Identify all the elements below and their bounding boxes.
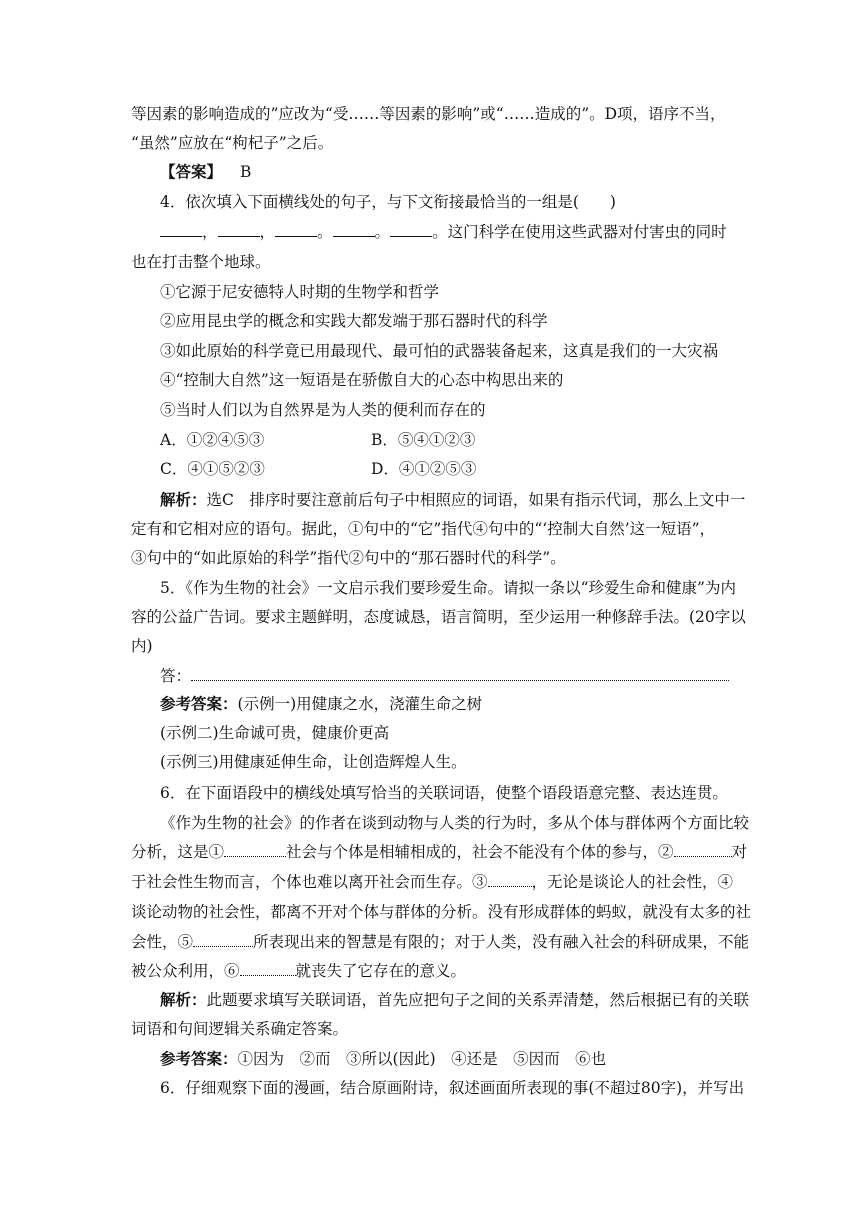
q4-option-c: C．④①⑤②③ xyxy=(160,460,265,478)
q6-paragraph-line-1: 《作为生物的社会》的作者在谈到动物与人类的行为时，多从个体与群体两个方面比较 xyxy=(160,814,750,832)
q5-reference-2: (示例二)生命诚可贵，健康价更高 xyxy=(160,724,390,742)
q4-stem: 4．依次填入下面横线处的句子，与下文衔接最恰当的一组是( ) xyxy=(160,193,616,211)
q6-paragraph-line-6: 被公众利用，⑥ 就丧失了它存在的意义。 xyxy=(131,962,467,980)
dotted-blank-1 xyxy=(224,842,286,857)
q4-analysis-line-3: ③句中的“如此原始的科学”指代②句中的“那石器时代的科学”。 xyxy=(131,549,566,567)
blank-5 xyxy=(390,222,432,237)
answer-label: 【答案】 xyxy=(160,162,223,181)
q4-passage-line-1: ， ， 。 。 。这门科学在使用这些武器对付害虫的同时 xyxy=(160,222,760,244)
analysis-label: 解析： xyxy=(160,490,207,509)
q4-analysis-line-1: 解析：选C 排序时要注意前后句子中相照应的词语，如果有指示代词，那么上文中一 xyxy=(160,490,746,509)
q6-paragraph-line-5: 会性，⑤ 所表现出来的智慧是有限的；对于人类，没有融入社会的科研成果，不能 xyxy=(131,933,750,951)
q3-explanation-line-2: “虽然”应放在“枸杞子”之后。 xyxy=(131,134,334,152)
q4-item-3: ③如此原始的科学竟已用最现代、最可怕的武器装备起来，这真是我们的一大灾祸 xyxy=(160,342,719,360)
q5-reference-1: 参考答案：(示例一)用健康之水，浇灌生命之树 xyxy=(160,694,483,713)
dotted-blank-6 xyxy=(240,961,296,976)
blank-3 xyxy=(275,222,317,237)
q6-analysis-line-2: 词语和句间逻辑关系确定答案。 xyxy=(131,1020,349,1038)
q6-analysis-line-1: 解析：此题要求填写关联词语，首先应把句子之间的关系弄清楚，然后根据已有的关联 xyxy=(160,990,750,1009)
answer-prompt: 答： xyxy=(160,667,192,685)
dotted-blank-3 xyxy=(488,872,532,887)
q6-stem: 6．在下面语段中的横线处填写恰当的关联词语，使整个语段语意完整、表达连贯。 xyxy=(160,784,728,802)
dotted-blank-2 xyxy=(674,842,732,857)
q4-option-d: D．④①②⑤③ xyxy=(371,460,477,478)
dotted-blank-5 xyxy=(193,932,253,947)
q6-reference: 参考答案：①因为 ②而 ③所以(因此) ④还是 ⑤因而 ⑥也 xyxy=(160,1049,607,1068)
q4-analysis-line-2: 定有和它相对应的语句。据此，①句中的“它”指代④句中的“‘控制大自然’这一短语”， xyxy=(131,520,716,538)
q5-stem-line-3: 内) xyxy=(131,637,153,655)
reference-label: 参考答案： xyxy=(160,694,238,713)
q6-paragraph-line-4: 谈论动物的社会性，都离不开对个体与群体的分析。没有形成群体的蚂蚁，就没有太多的社 xyxy=(131,903,752,921)
q5-reference-3: (示例三)用健康延伸生命，让创造辉煌人生。 xyxy=(160,753,467,771)
q6-paragraph-line-2: 分析，这是① 社会与个体是相辅相成的，社会不能没有个体的参与，② 对 xyxy=(131,843,748,861)
q4-item-4: ④“控制大自然”这一短语是在骄傲自大的心态中构思出来的 xyxy=(160,371,564,389)
analysis-label: 解析： xyxy=(160,990,207,1009)
q4-option-a: A．①②④⑤③ xyxy=(160,431,265,449)
q4-option-b: B．⑤④①②③ xyxy=(371,431,476,449)
q5-answer-line xyxy=(160,666,760,688)
q5-stem-line-1: 5．《作为生物的社会》一文启示我们要珍爱生命。请拟一条以“珍爱生命和健康”为内 xyxy=(160,579,736,597)
q6-paragraph-line-3: 于社会性生物而言，个体也难以离开社会而生存。③ ，无论是谈论人的社会性，④ xyxy=(131,873,734,891)
blank-4 xyxy=(333,222,375,237)
q6b-stem: 6．仔细观察下面的漫画，结合原画附诗，叙述画面所表现的事(不超过80字)，并写出 xyxy=(160,1079,745,1097)
q3-explanation-line-1: 等因素的影响造成的”应改为“受……等因素的影响”或“……造成的”。D项，语序不当， xyxy=(131,105,726,123)
q4-item-2: ②应用昆虫学的概念和实践大都发端于那石器时代的科学 xyxy=(160,312,548,330)
q3-answer xyxy=(160,162,760,184)
q4-passage-line-2: 也在打击整个地球。 xyxy=(131,253,271,271)
blank-2 xyxy=(218,222,260,237)
q4-item-1: ①它源于尼安德特人时期的生物学和哲学 xyxy=(160,283,440,301)
reference-label: 参考答案： xyxy=(160,1049,238,1068)
blank-1 xyxy=(160,222,202,237)
q5-stem-line-2: 容的公益广告词。要求主题鲜明，态度诚恳，语言简明，至少运用一种修辞手法。(20字以 xyxy=(131,608,746,626)
answer-dotted-line xyxy=(191,666,729,681)
answer-value: B xyxy=(240,163,252,181)
q4-item-5: ⑤当时人们以为自然界是为人类的便利而存在的 xyxy=(160,401,486,419)
